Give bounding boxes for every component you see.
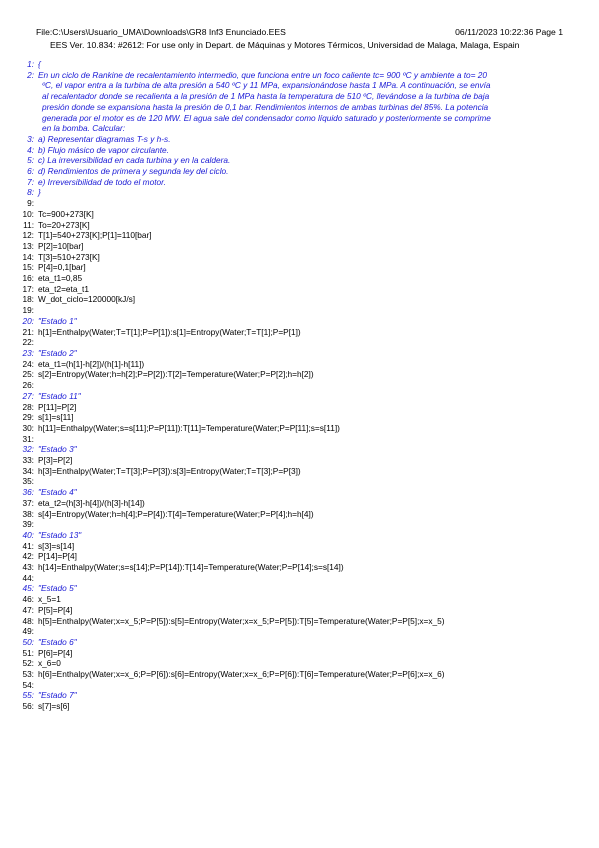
equation-text: eta_t2=(h[3]-h[4])/(h[3]-h[14])	[38, 497, 145, 508]
line-number: 12:	[22, 230, 34, 241]
equation-text: h[11]=Enthalpy(Water;s=s[11];P=P[11]):T[11]=Temperature(Water;P=P[11];s=s[11])	[38, 422, 340, 433]
line-number: 27:	[22, 390, 34, 401]
line-number: 50:	[22, 636, 34, 647]
equation-text: Tc=900+273[K]	[38, 208, 94, 219]
line-number: 54:	[22, 679, 34, 690]
equation-text: eta_t1=(h[1]-h[2])/(h[1]-h[11])	[38, 358, 145, 369]
comment-text: "Estado 3"	[38, 444, 77, 455]
line-number: 26:	[22, 380, 34, 391]
line-number: 35:	[22, 476, 34, 487]
line-number: 38:	[22, 508, 34, 519]
equation-text: s[2]=Entropy(Water;h=h[2];P=P[2]):T[2]=Temperature(Water;P=P[2];h=h[2])	[38, 369, 314, 380]
code-line	[20, 648, 580, 659]
line-number: 13:	[22, 240, 34, 251]
code-line	[20, 637, 580, 648]
code-line	[20, 273, 580, 284]
line-number: 25:	[22, 369, 34, 380]
line-number: 7:	[27, 176, 34, 187]
code-line	[20, 444, 580, 455]
line-number: 8:	[27, 187, 34, 198]
line-number: 1:	[27, 59, 34, 69]
comment-continuation: en la bomba. Calcular:	[42, 123, 126, 134]
line-number: 22:	[22, 337, 34, 348]
line-number: 23:	[22, 347, 34, 358]
comment-text: b) Flujo másico de vapor circulante.	[38, 144, 169, 155]
equation-text: h[14]=Enthalpy(Water;s=s[14];P=P[14]):T[14]=Temperature(Water;P=P[14];s=s[14])	[38, 562, 344, 573]
line-number: 20:	[22, 315, 34, 326]
line-number: 51:	[22, 647, 34, 658]
line-number: 17:	[22, 283, 34, 294]
code-line	[20, 530, 580, 541]
comment-text: En un ciclo de Rankine de recalentamiento intermedio, que funciona entre un foco caliente tc= 900 ºC y ambiente a to= 20	[38, 69, 488, 80]
line-number: 24:	[22, 358, 34, 369]
equation-text: h[1]=Enthalpy(Water;T=T[1];P=P[1]):s[1]=Entropy(Water;T=T[1];P=P[1])	[38, 326, 301, 337]
comment-continuation: ºC, el vapor entra a la turbina de alta presión a 540 ºC y 11 MPa, expansionándose hasta 1 MPa. A continuación, se envía	[42, 80, 491, 91]
equation-text: T[3]=510+273[K]	[38, 251, 100, 262]
line-number: 42:	[22, 551, 34, 562]
line-number: 40:	[22, 529, 34, 540]
code-line	[20, 380, 580, 391]
line-number: 4:	[27, 144, 34, 155]
line-number: 55:	[22, 690, 34, 701]
code-line	[20, 498, 580, 509]
line-number: 32:	[22, 444, 34, 455]
code-line	[20, 241, 580, 252]
code-line	[20, 70, 580, 81]
code-line	[20, 327, 580, 338]
code-line	[20, 519, 580, 530]
code-line	[20, 701, 580, 712]
code-line	[20, 466, 580, 477]
code-line	[20, 59, 580, 70]
code-line	[20, 573, 580, 584]
comment-text: "Estado 13"	[38, 529, 82, 540]
equation-text: P[11]=P[2]	[38, 401, 77, 412]
equation-text: s[7]=s[6]	[38, 701, 70, 712]
line-number: 2:	[27, 69, 34, 80]
comment-text: "Estado 4"	[38, 487, 77, 498]
code-line	[20, 476, 580, 487]
code-line	[20, 369, 580, 380]
code-line	[20, 658, 580, 669]
code-line	[20, 509, 580, 520]
code-line	[20, 541, 580, 552]
line-number: 28:	[22, 401, 34, 412]
code-line	[20, 680, 580, 691]
comment-continuation: al recalentador donde se recalienta a la presión de 1 MPa hasta la temperatura de 510 ºC, llevándose a la turbina de baja	[42, 91, 490, 102]
comment-continuation: presión donde se expansiona hasta la presión de 0,1 bar. Rendimientos internos de ambas turbinas del 85%. La potencia	[42, 101, 489, 112]
comment-text: c) La irreversibilidad en cada turbina y en la caldera.	[38, 155, 231, 166]
equation-text: h[3]=Enthalpy(Water;T=T[3];P=P[3]):s[3]=Entropy(Water;T=T[3];P=P[3])	[38, 465, 301, 476]
line-number: 48:	[22, 615, 34, 626]
equation-text: h[6]=Enthalpy(Water;x=x_6;P=P[6]):s[6]=Entropy(Water;x=x_6;P=P[6]):T[6]=Temperature(Water;P=P[6];x=x_6)	[38, 669, 445, 680]
code-line	[20, 594, 580, 605]
equation-text: P[4]=0,1[bar]	[38, 262, 86, 273]
comment-text: d) Rendimientos de primera y segunda ley del ciclo.	[38, 166, 229, 177]
code-line	[20, 220, 580, 231]
line-number: 53:	[22, 669, 34, 680]
comment-text: {	[38, 59, 41, 69]
line-number: 39:	[22, 519, 34, 530]
line-number: 3:	[27, 133, 34, 144]
line-number: 44:	[22, 572, 34, 583]
comment-text: "Estado 6"	[38, 636, 77, 647]
line-number: 37:	[22, 497, 34, 508]
code-line	[20, 359, 580, 370]
code-line	[20, 187, 580, 198]
line-number: 41:	[22, 540, 34, 551]
code-line	[20, 605, 580, 616]
line-number: 52:	[22, 658, 34, 669]
equation-text: s[1]=s[11]	[38, 412, 74, 423]
header-license: EES Ver. 10.834: #2612: For use only in Depart. de Máquinas y Motores Térmicos, Universidad de Malaga, Malaga, Espain	[50, 40, 520, 50]
equation-text: x_5=1	[38, 594, 61, 605]
equation-text: T[1]=540+273[K];P[1]=110[bar]	[38, 230, 152, 241]
line-number: 30:	[22, 422, 34, 433]
code-line	[20, 262, 580, 273]
equation-text: P[3]=P[2]	[38, 455, 73, 466]
equation-text: eta_t2=eta_t1	[38, 283, 89, 294]
code-line	[20, 134, 580, 145]
equation-text: P[6]=P[4]	[38, 647, 73, 658]
header-datetime-page: 06/11/2023 10:22:36 Page 1	[455, 27, 563, 37]
code-line	[20, 626, 580, 637]
equation-text: s[4]=Entropy(Water;h=h[4];P=P[4]):T[4]=Temperature(Water;P=P[4];h=h[4])	[38, 508, 314, 519]
line-number: 10:	[22, 208, 34, 219]
comment-text: "Estado 2"	[38, 347, 77, 358]
comment-text: "Estado 11"	[38, 390, 81, 401]
code-line	[20, 294, 580, 305]
equation-text: h[5]=Enthalpy(Water;x=x_5;P=P[5]):s[5]=Entropy(Water;x=x_5;P=P[5]):T[5]=Temperature(Water;P=P[5];x=x_5)	[38, 615, 445, 626]
line-number: 56:	[22, 701, 34, 712]
code-line	[20, 284, 580, 295]
code-line	[20, 487, 580, 498]
comment-text: "Estado 7"	[38, 690, 77, 701]
code-line	[20, 252, 580, 263]
line-number: 33:	[22, 455, 34, 466]
code-line	[20, 455, 580, 466]
comment-continuation: generada por el motor es de 120 MW. El agua sale del condensador como líquido saturado y posteriormente se comprime	[42, 112, 491, 123]
code-line	[20, 669, 580, 680]
code-line	[20, 337, 580, 348]
equation-text: To=20+273[K]	[38, 219, 90, 230]
line-number: 9:	[27, 198, 34, 209]
header-file-path: File:C:\Users\Usuario_UMA\Downloads\GR8 Inf3 Enunciado.EES	[36, 27, 286, 37]
code-line	[20, 348, 580, 359]
code-line	[20, 177, 580, 188]
line-number: 43:	[22, 562, 34, 573]
code-line	[20, 562, 580, 573]
equation-text: eta_t1=0,85	[38, 273, 83, 284]
equation-text: P[2]=10[bar]	[38, 240, 84, 251]
line-number: 6:	[27, 166, 34, 177]
equation-text: P[14]=P[4]	[38, 551, 77, 562]
line-number: 11:	[23, 219, 34, 230]
code-line	[20, 423, 580, 434]
code-line	[20, 583, 580, 594]
comment-text: "Estado 1"	[38, 315, 77, 326]
equation-listing	[20, 59, 580, 712]
line-number: 14:	[22, 251, 34, 262]
comment-text: }	[38, 187, 41, 198]
line-number: 49:	[22, 626, 34, 637]
line-number: 47:	[22, 604, 34, 615]
line-number: 5:	[27, 155, 34, 166]
equation-text: W_dot_ciclo=120000[kJ/s]	[38, 294, 136, 305]
comment-text: e) Irreversibilidad de todo el motor.	[38, 176, 166, 187]
code-line	[20, 198, 580, 209]
line-number: 34:	[22, 465, 34, 476]
line-number: 19:	[22, 305, 34, 316]
code-line	[20, 230, 580, 241]
code-line	[20, 209, 580, 220]
line-number: 16:	[22, 273, 34, 284]
line-number: 46:	[22, 594, 34, 605]
line-number: 45:	[22, 583, 34, 594]
equation-text: P[5]=P[4]	[38, 604, 73, 615]
equation-text: x_6=0	[38, 658, 61, 669]
code-line	[20, 412, 580, 423]
comment-text: a) Representar diagramas T-s y h-s.	[38, 133, 171, 144]
code-line	[20, 402, 580, 413]
comment-text: "Estado 5"	[38, 583, 77, 594]
code-line	[20, 551, 580, 562]
line-number: 36:	[22, 487, 34, 498]
code-line	[20, 145, 580, 156]
code-line	[20, 166, 580, 177]
line-number: 29:	[22, 412, 34, 423]
code-line	[20, 305, 580, 316]
line-number: 31:	[22, 433, 34, 444]
code-line	[20, 616, 580, 627]
line-number: 21:	[22, 326, 34, 337]
equation-text: s[3]=s[14]	[38, 540, 75, 551]
code-line	[20, 690, 580, 701]
code-line	[20, 391, 580, 402]
code-line	[20, 434, 580, 445]
line-number: 15:	[22, 262, 34, 273]
code-line	[20, 316, 580, 327]
line-number: 18:	[22, 294, 34, 305]
code-line	[20, 155, 580, 166]
